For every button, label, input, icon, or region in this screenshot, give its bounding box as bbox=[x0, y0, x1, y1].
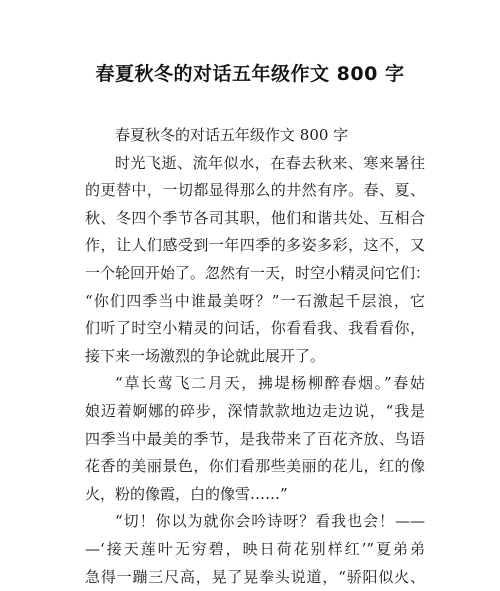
paragraph-line: 一个轮回开始了。忽然有一天，时空小精灵问它们： bbox=[85, 260, 425, 288]
paragraph-line: “切！你以为就你会吟诗呀？看我也会！—— bbox=[85, 508, 425, 536]
paragraph-line: “你们四季当中谁最美呀？”一石激起千层浪，它 bbox=[85, 288, 425, 316]
paragraph-line: —‘接天莲叶无穷碧，映日荷花别样红’”夏弟弟 bbox=[85, 536, 425, 564]
document-title: 春夏秋冬的对话五年级作文 800 字 bbox=[0, 60, 500, 88]
article-subtitle: 春夏秋冬的对话五年级作文 800 字 bbox=[85, 122, 425, 150]
paragraph-line: 时光飞逝、流年似水，在春去秋来、寒来暑往 bbox=[85, 150, 425, 178]
paragraph-line: “草长莺飞二月天，拂堤杨柳醉春烟。”春姑 bbox=[85, 370, 425, 398]
paragraph-line: 花香的美丽景色，你们看那些美丽的花儿，红的像 bbox=[85, 453, 425, 481]
paragraph-line: 秋、冬四个季节各司其职，他们和谐共处、互相合 bbox=[85, 205, 425, 233]
paragraph-line: 的更替中，一切都显得那么的井然有序。春、夏、 bbox=[85, 177, 425, 205]
article-body bbox=[85, 122, 425, 591]
paragraph-line: 急得一蹦三尺高，晃了晃拳头说道，“骄阳似火、 bbox=[85, 564, 425, 591]
paragraph-line: 四季当中最美的季节，是我带来了百花齐放、鸟语 bbox=[85, 426, 425, 454]
paragraph-line: 娘迈着婀娜的碎步，深情款款地边走边说，“我是 bbox=[85, 398, 425, 426]
paragraph-line: 作，让人们感受到一年四季的多姿多彩，这不，又 bbox=[85, 232, 425, 260]
paragraph-line: 们听了时空小精灵的问话，你看看我、我看看你， bbox=[85, 315, 425, 343]
paragraph-line: 接下来一场激烈的争论就此展开了。 bbox=[85, 343, 425, 371]
paragraph-line: 火，粉的像霞，白的像雪……” bbox=[85, 481, 425, 509]
